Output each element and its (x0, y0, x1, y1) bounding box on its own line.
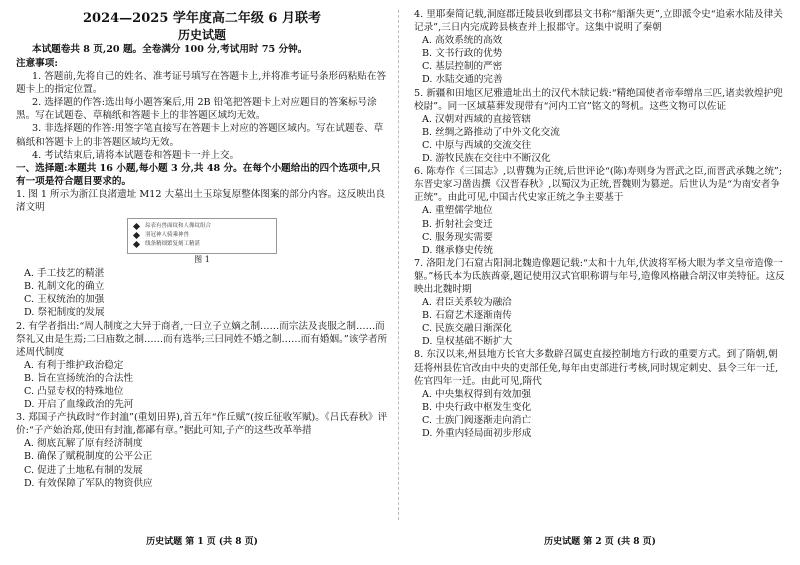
question-1-option-a: A. 手工技艺的精湛 (24, 268, 105, 280)
question-7-option-a: A. 君臣关系较为融洽 (422, 297, 512, 309)
diamond-bullet-icon (133, 241, 140, 248)
question-3-stem: 3. 郑国子产执政时“作封洫”(重划田界),首五年“作丘赋”(按丘征收军赋)。《吕氏春秋》评价:“子产始治郑,使田有封洫,都鄙有章。”据此可知,子产的这些改革举措 (16, 412, 388, 437)
question-3-option-d: D. 有效保障了军队的物资供应 (24, 477, 153, 489)
figure-line: 线条精细繁复刻工精湛 (145, 241, 201, 248)
page-footer: 历史试题 第 1 页 (共 8 页) (146, 537, 258, 547)
figure-caption: 图 1 (194, 255, 210, 265)
exam-info: 本试题卷共 8 页,20 题。全卷满分 100 分,考试用时 75 分钟。 (32, 44, 308, 55)
question-2-option-b: B. 旨在宣扬统治的合法性 (24, 372, 134, 384)
question-4-option-b: B. 文书行政的优势 (422, 48, 503, 60)
diamond-bullet-icon (133, 232, 140, 239)
question-7-option-b: B. 石窟艺术逐渐南传 (422, 310, 512, 322)
question-2-option-d: D. 开启了血缘政治的先河 (24, 399, 134, 411)
notice-heading: 注意事项: (16, 58, 58, 69)
question-8-option-c: C. 士族门阀逐渐走向消亡 (422, 414, 532, 426)
question-1-option-b: B. 礼制文化的确立 (24, 281, 105, 293)
section-heading: 一、选择题:本题共 16 小题,每小题 3 分,共 48 分。在每个小题给出的四个选项中,只有一项是符合题目要求的。 (16, 162, 381, 187)
question-1-option-d: D. 祭祀制度的发展 (24, 307, 105, 319)
notice-item: 1. 答题前,先将自己的姓名、准考证号填写在答题卡上,并将准考证号条形码粘贴在答题卡上的指定位置。 (16, 71, 387, 96)
question-3-option-a: A. 彻底瓦解了原有经济制度 (24, 438, 143, 450)
question-5-stem: 5. 新疆和田地区尼雅遗址出土的汉代木牍记载:“精绝国使者帝奉缯帛三匹,诸卖敦煌护兜校尉”。同一区域墓葬发现带有“河内工官”铭文的弩机。这些文物可以佐证 (414, 87, 783, 112)
question-6-option-b: B. 折射社会变迁 (422, 218, 493, 230)
page-2 (414, 8, 786, 440)
question-2-option-a: A. 有利于维护政治稳定 (24, 359, 124, 371)
figure-1 (127, 218, 277, 254)
page-footer: 历史试题 第 2 页 (共 8 页) (544, 537, 656, 547)
question-6-option-a: A. 重塑儒学地位 (422, 205, 493, 217)
question-4-stem: 4. 里耶秦简记载,洞庭郡迁陵县收到郡县文书称“船渐失更”,立即派令史“追索水陆及律关记录”,三日内完成跨县核查并上报郡守。这集中说明了秦朝 (414, 9, 783, 34)
question-5-option-a: A. 汉朝对西域的直接管辖 (422, 113, 531, 125)
question-7-option-c: C. 民族交融日渐深化 (422, 323, 512, 335)
diamond-bullet-icon (133, 223, 140, 230)
question-8-option-b: B. 中央行政中枢发生变化 (422, 401, 532, 413)
question-5-option-b: B. 丝绸之路推动了中外文化交流 (422, 126, 560, 138)
exam-subtitle: 历史试题 (177, 28, 226, 42)
question-6-option-c: C. 服务现实需要 (422, 231, 493, 243)
figure-line: 琮表有兽面纹和人像纹组合 (145, 223, 212, 230)
question-4-option-a: A. 高效系统的高效 (422, 35, 503, 47)
question-4-option-c: C. 基层控制的严密 (422, 61, 503, 73)
notice-item: 4. 考试结束后,请将本试题卷和答题卡一并上交。 (32, 149, 240, 161)
exam-title: 2024—2025 学年度高二年级 6 月联考 (83, 11, 321, 26)
question-3-option-c: C. 促进了土地私有制的发展 (24, 464, 143, 476)
question-6-stem: 6. 陈寿作《三国志》,以曹魏为正统,后世评论“(陈)寿则身为晋武之臣,而晋武承魏之统”;东晋史家习凿齿撰《汉晋春秋》,以蜀汉为正统,晋魏则为篡逆。后世认为是“为南安者争正统”。由此可见,中国古代史家正统之争主要基于 (414, 166, 783, 204)
question-8-stem: 8. 东汉以来,州县地方长官大多数辟召属吏直接控制地方行政的重要方式。到了隋朝,朝廷将州县佐官改由中央的吏部任免,每年由吏部进行考核,同时规定刺史、县令三年一迁,佐官四年一迁。由此可见,隋代 (414, 349, 779, 387)
page-divider (398, 10, 399, 520)
question-1-stem: 1. 图 1 所示为浙江良渚遗址 M12 大墓出土玉琮复原整体图案的部分内容。这反映出良渚文明 (16, 188, 386, 214)
question-2-stem: 2. 有学者指出:“周人制度之大异于商者,一曰立子立嫡之制……而宗法及丧服之制……而祭礼又由是生焉;二曰庙数之制……而有选举;三曰同姓不婚之制……而有婚姻。”该学者所述周代制度 (16, 320, 388, 358)
notice-item: 3. 非选择题的作答:用签字笔直接写在答题卡上对应的答题区域内。写在试题卷、草稿纸和答题卡上的非答题区域均无效。 (16, 123, 384, 148)
figure-line: 羽冠神人骑乘神兽 (145, 232, 190, 239)
question-2-option-c: C. 凸显专权的特殊地位 (24, 385, 124, 397)
question-6-option-d: D. 继承修史传统 (422, 244, 494, 256)
notice-item: 2. 选择题的作答:选出每小题答案后,用 2B 铅笔把答题卡上对应题目的答案标号涂黑。写在试题卷、草稿纸和答题卡上的非答题区域均无效。 (16, 97, 377, 122)
question-8-option-d: D. 外重内轻局面初步形成 (422, 428, 532, 439)
question-5-option-c: C. 中原与西域的交流交往 (422, 139, 532, 151)
question-7-option-d: D. 皇权基础不断扩大 (422, 336, 513, 348)
question-4-option-d: D. 水陆交通的完善 (422, 74, 503, 86)
question-3-option-b: B. 确保了赋税制度的公平公正 (24, 451, 153, 463)
question-7-stem: 7. 洛阳龙门石窟古阳洞北魏造像题记载:“太和十九年,伏波将军杨大眼为孝文皇帝造像一躯。”杨氏本为氐族酋豪,题记使用汉式官职称谓与年号,造像风格融合胡汉审美特征。这反映出北魏时期 (414, 257, 785, 295)
page-1 (16, 8, 388, 490)
question-1-option-c: C. 王权统治的加强 (24, 294, 105, 306)
question-5-option-d: D. 游牧民族在交往中不断汉化 (422, 153, 551, 165)
question-8-option-a: A. 中央集权得到有效加强 (422, 388, 531, 400)
